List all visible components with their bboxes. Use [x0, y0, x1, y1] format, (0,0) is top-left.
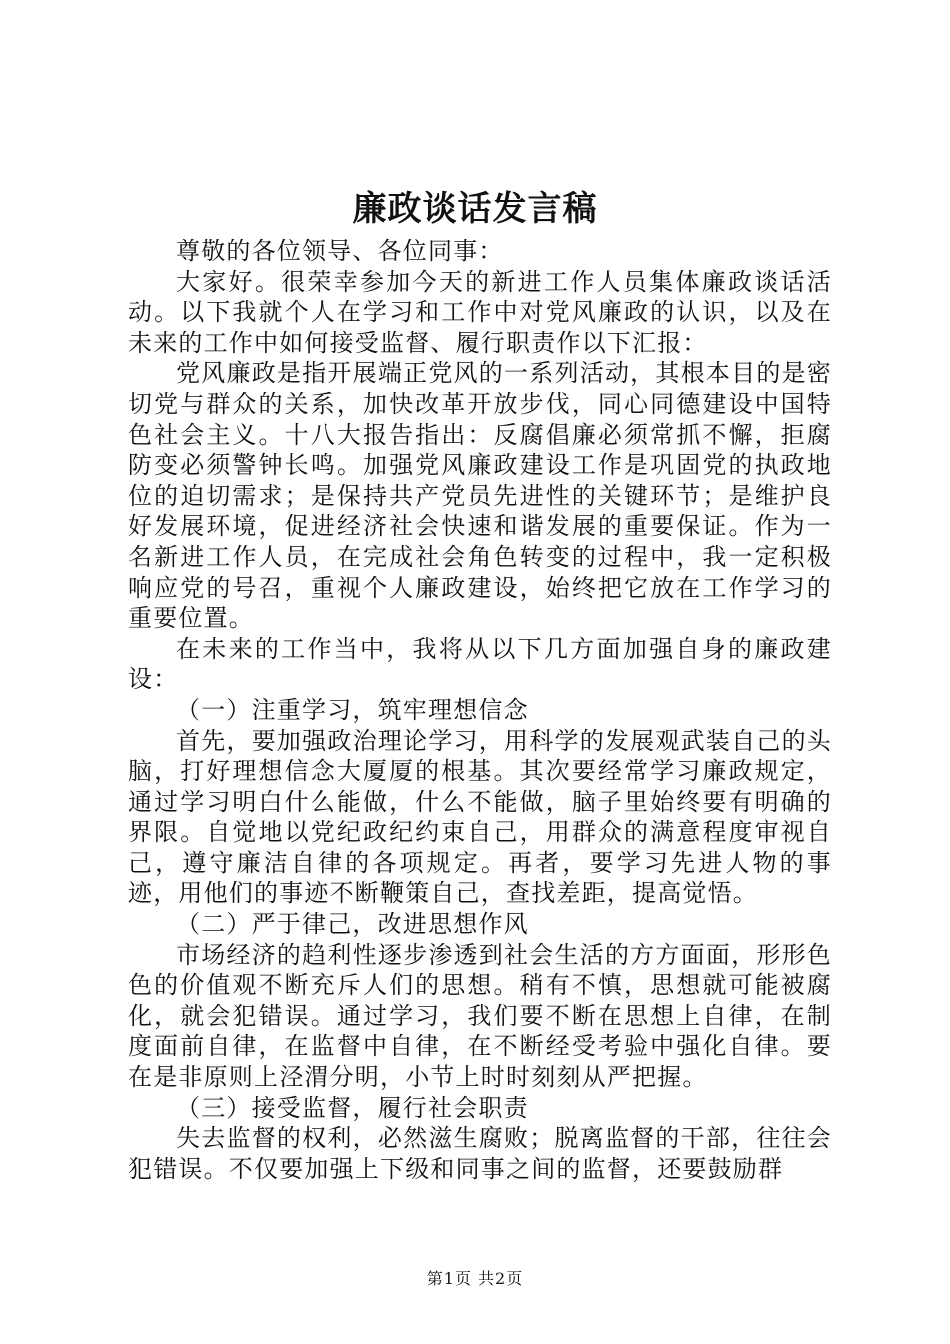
document-body — [128, 236, 832, 1184]
paragraph-self-discipline: 市场经济的趋利性逐步渗透到社会生活的方方面面，形形色色的价值观不断充斥人们的思想。稍有不慎，思想就可能被腐化，就会犯错误。通过学习，我们要不断在思想上自律，在制度面前自律，在监督中自律，在不断经受考验中强化自律。要在是非原则上泾渭分明，小节上时时刻刻从严把握。 — [128, 940, 832, 1092]
page-footer: 第1页 共2页 — [426, 1269, 524, 1288]
salutation: 尊敬的各位领导、各位同事： — [176, 237, 504, 265]
section-heading-2: （二）严于律己，改进思想作风 — [176, 910, 529, 939]
section-heading-3: （三）接受监督，履行社会职责 — [176, 1093, 529, 1122]
document-title: 廉政谈话发言稿 — [352, 189, 598, 229]
paragraph-study: 首先，要加强政治理论学习，用科学的发展观武装自己的头脑，打好理想信念大厦厦的根基。其次要经常学习廉政规定，通过学习明白什么能做，什么不能做，脑子里始终要有明确的界限。自觉地以党纪政纪约束自己，用群众的满意程度审视自己，遵守廉洁自律的各项规定。再者，要学习先进人物的事迹，用他们的事迹不断鞭策自己，查找差距，提高觉悟。 — [128, 726, 832, 908]
paragraph-outline: 在未来的工作当中，我将从以下几方面加强自身的廉政建设： — [128, 634, 832, 694]
section-heading-1: （一）注重学习，筑牢理想信念 — [176, 695, 529, 724]
paragraph-supervision: 失去监督的权利，必然滋生腐败；脱离监督的干部，往往会犯错误。不仅要加强上下级和同事之间的监督，还要鼓励群 — [128, 1124, 832, 1183]
paragraph-intro: 大家好。很荣幸参加今天的新进工作人员集体廉政谈话活动。以下我就个人在学习和工作中对党风廉政的认识，以及在未来的工作中如何接受监督、履行职责作以下汇报： — [128, 267, 832, 357]
paragraph-party-conduct: 党风廉政是指开展端正党风的一系列活动，其根本目的是密切党与群众的关系，加快改革开放步伐，同心同德建设中国特色社会主义。十八大报告指出：反腐倡廉必须常抓不懈，拒腐防变必须警钟长鸣。加强党风廉政建设工作是巩固党的执政地位的迫切需求；是保持共产党员先进性的关键环节；是维护良好发展环境，促进经济社会快速和谐发展的重要保证。作为一名新进工作人员，在完成社会角色转变的过程中，我一定积极响应党的号召，重视个人廉政建设，始终把它放在工作学习的重要位置。 — [128, 359, 832, 633]
